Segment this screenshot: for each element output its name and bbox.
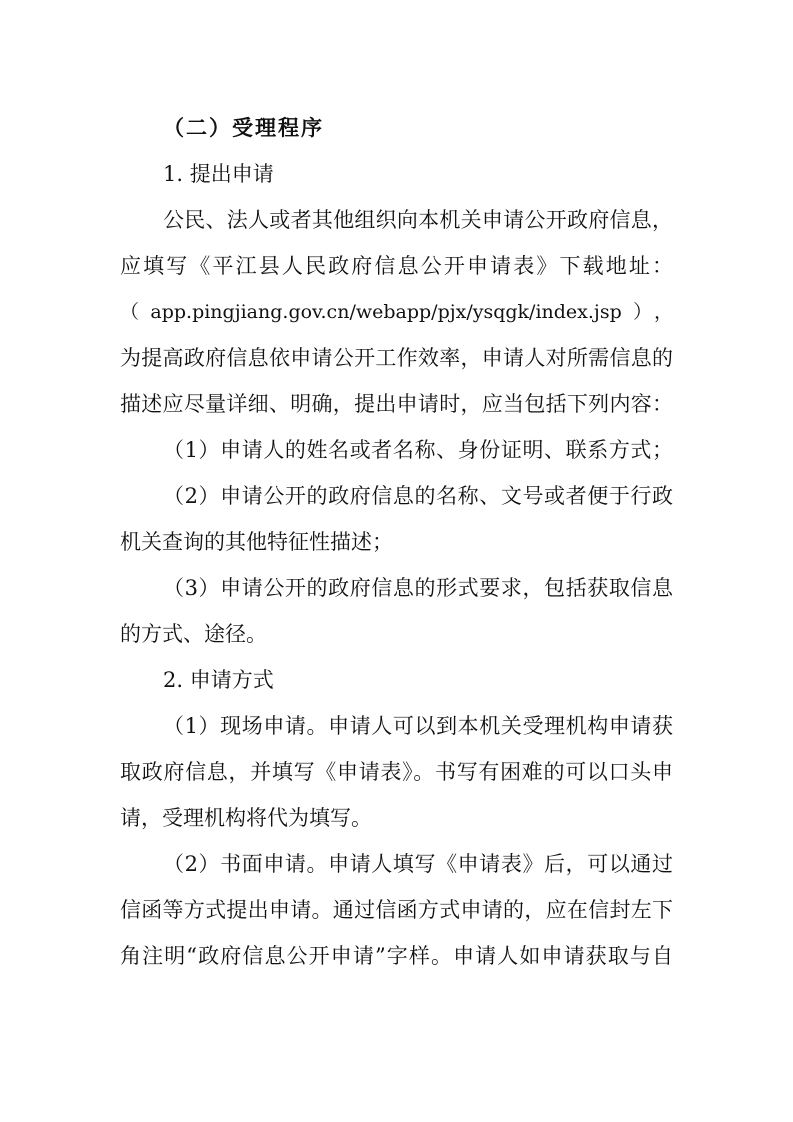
paragraph-line: 请，受理机构将代为填写。 (120, 806, 372, 830)
list-item-continuation: 的方式、途径。 (120, 622, 267, 646)
subsection-title: 2. 申请方式 (163, 668, 274, 692)
paragraph-line: 公民、法人或者其他组织向本机关申请公开政府信息， (163, 208, 673, 232)
paragraph-line: 取政府信息，并填写《申请表》。书写有困难的可以口头申 (120, 760, 673, 784)
list-item: （2）申请公开的政府信息的名称、文号或者便于行政 (163, 484, 673, 508)
paragraph-line: （2）书面申请。申请人填写《申请表》后，可以通过 (163, 852, 673, 876)
download-url: （app.pingjiang.gov.cn/webapp/pjx/ysqgk/index.jsp）， (120, 301, 673, 323)
list-item: （1）申请人的姓名或者名称、身份证明、联系方式； (163, 438, 673, 462)
paragraph-line: 描述应尽量详细、明确，提出申请时，应当包括下列内容： (120, 392, 673, 416)
paragraph-line: 角注明“政府信息公开申请”字样。申请人如申请获取与自 (120, 944, 673, 968)
paragraph-line: 应填写《平江县人民政府信息公开申请表》下载地址： (120, 254, 673, 278)
paragraph-line: 为提高政府信息依申请公开工作效率，申请人对所需信息的 (120, 346, 673, 370)
subsection-title: 1. 提出申请 (163, 162, 274, 186)
paragraph-line: （1）现场申请。申请人可以到本机关受理机构申请获 (163, 714, 673, 738)
list-item-continuation: 机关查询的其他特征性描述； (120, 530, 393, 554)
list-item: （3）申请公开的政府信息的形式要求，包括获取信息 (163, 576, 673, 600)
section-heading: （二）受理程序 (163, 115, 324, 140)
paragraph-line: 信函等方式提出申请。通过信函方式申请的，应在信封左下 (120, 898, 673, 922)
